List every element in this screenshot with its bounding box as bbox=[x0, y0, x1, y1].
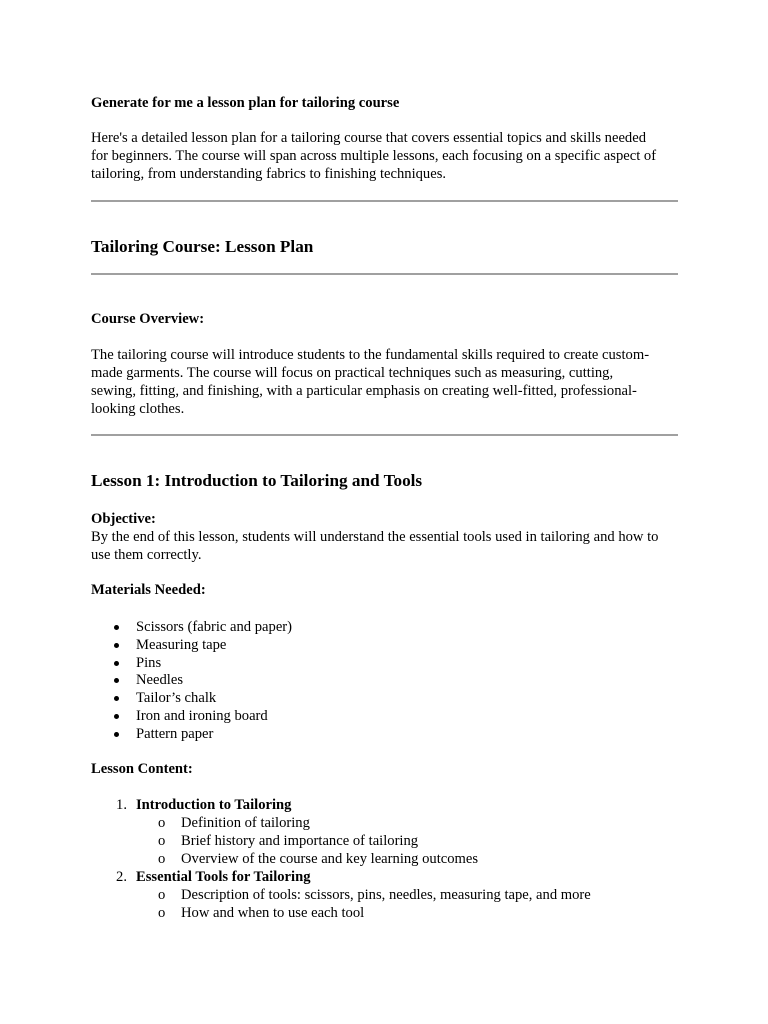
circle-bullet-icon: o bbox=[158, 887, 166, 903]
materials-label: Materials Needed: bbox=[91, 582, 206, 598]
intro-paragraph bbox=[91, 129, 683, 183]
overview-heading: Course Overview: bbox=[91, 311, 205, 327]
list-item: Iron and ironing board bbox=[91, 707, 683, 725]
overview-line: looking clothes. bbox=[91, 401, 185, 417]
divider bbox=[91, 200, 678, 202]
divider bbox=[91, 273, 678, 275]
intro-line: tailoring, from understanding fabrics to finishing techniques. bbox=[91, 166, 447, 182]
prompt-text: Generate for me a lesson plan for tailoring course bbox=[91, 95, 400, 111]
intro-line: for beginners. The course will span across multiple lessons, each focusing on a specific aspect of bbox=[91, 148, 657, 164]
materials-list bbox=[91, 618, 683, 743]
item-number: 2. bbox=[116, 869, 127, 885]
bullet-icon bbox=[114, 732, 119, 737]
sub-item: o Description of tools: scissors, pins, needles, measuring tape, and more bbox=[158, 887, 591, 903]
bullet-icon bbox=[114, 661, 119, 666]
lesson-content-list bbox=[91, 796, 683, 922]
list-item: Needles bbox=[91, 671, 683, 689]
bullet-icon bbox=[114, 714, 119, 719]
circle-bullet-icon: o bbox=[158, 815, 166, 831]
lesson1-heading: Lesson 1: Introduction to Tailoring and Tools bbox=[91, 471, 423, 490]
overview-line: made garments. The course will focus on practical techniques such as measuring, cutting, bbox=[91, 365, 614, 381]
sub-item: o Overview of the course and key learning outcomes bbox=[158, 851, 479, 867]
overview-line: sewing, fitting, and finishing, with a particular emphasis on creating well-fitted, professional- bbox=[91, 383, 637, 399]
sub-item: o Definition of tailoring bbox=[158, 815, 310, 831]
divider bbox=[91, 434, 678, 436]
circle-bullet-icon: o bbox=[158, 833, 166, 849]
bullet-icon bbox=[114, 625, 119, 630]
circle-bullet-icon: o bbox=[158, 851, 166, 867]
list-item: Measuring tape bbox=[91, 636, 683, 654]
overview-line: The tailoring course will introduce students to the fundamental skills required to create custom- bbox=[91, 347, 650, 363]
sub-item: o Brief history and importance of tailoring bbox=[158, 833, 419, 849]
numbered-item bbox=[91, 868, 683, 886]
circle-bullet-icon: o bbox=[158, 905, 166, 921]
list-item: Tailor’s chalk bbox=[91, 689, 683, 707]
intro-line: Here's a detailed lesson plan for a tailoring course that covers essential topics and skills needed bbox=[91, 130, 646, 146]
item-title: Essential Tools for Tailoring bbox=[136, 869, 311, 885]
content-label: Lesson Content: bbox=[91, 761, 193, 777]
bullet-icon bbox=[114, 696, 119, 701]
numbered-item bbox=[91, 796, 683, 814]
list-item: Pins bbox=[91, 654, 683, 672]
bullet-icon bbox=[114, 643, 119, 648]
list-item: Scissors (fabric and paper) bbox=[91, 618, 683, 636]
item-title: Introduction to Tailoring bbox=[136, 797, 292, 813]
item-number: 1. bbox=[116, 797, 127, 813]
page-title: Tailoring Course: Lesson Plan bbox=[91, 237, 314, 256]
overview-paragraph bbox=[91, 346, 683, 418]
sub-item: o How and when to use each tool bbox=[158, 905, 365, 921]
objective-label: Objective: bbox=[91, 511, 156, 527]
objective-line: By the end of this lesson, students will understand the essential tools used in tailoring and how to bbox=[91, 529, 659, 545]
list-item: Pattern paper bbox=[91, 725, 683, 743]
bullet-icon bbox=[114, 678, 119, 683]
objective-text bbox=[91, 528, 683, 564]
objective-line: use them correctly. bbox=[91, 547, 202, 563]
